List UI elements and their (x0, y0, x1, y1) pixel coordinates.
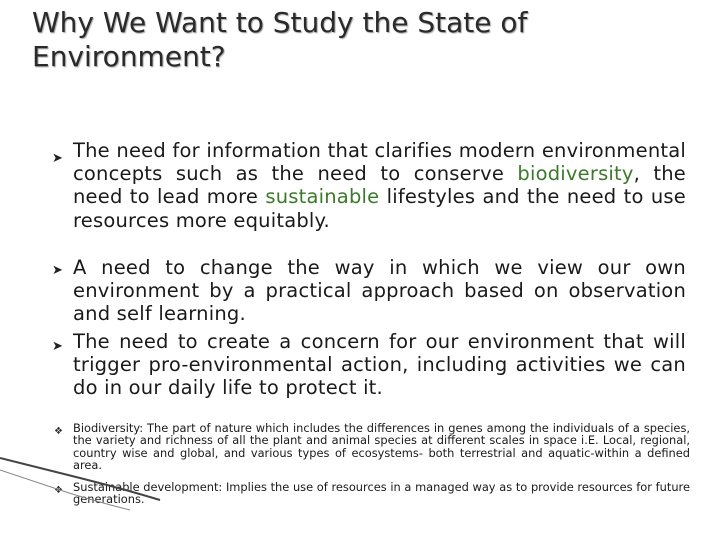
diamond-cluster-bullet-icon: ❖ (54, 426, 63, 437)
arrowhead-bullet-icon: ➤ (52, 151, 63, 166)
slide-title: Why We Want to Study the State of Environment? (32, 6, 528, 73)
bullet-1-text-middle: , the need to lead more (73, 162, 687, 209)
bullet-item-1 (73, 139, 686, 232)
note-biodiversity: Biodiversity: The part of nature which includes the differences in genes among the individuals of a species, the variety and richness of all the plant and animal species at different scales in space i.E. Local, regional, country wise and global, and various types of ecosystems- both terrestrial and aquatic-within a defined area. (73, 421, 690, 472)
bullet-1-highlight-sustainable: sustainable (265, 185, 380, 209)
arrowhead-bullet-icon: ➤ (52, 263, 63, 278)
note-sustainable-development: Sustainable development: Implies the use of resources in a managed way as to provide resources for future generations. (73, 480, 690, 507)
diamond-cluster-bullet-icon: ❖ (54, 485, 63, 496)
bullet-item-3: The need to create a concern for our environment that will trigger pro-environmental action, including activities we can do in our daily life to protect it. (73, 330, 686, 400)
arrowhead-bullet-icon: ➤ (52, 339, 63, 354)
bullet-item-2: A need to change the way in which we view our own environment by a practical approach based on observation and self learning. (73, 256, 686, 326)
bullet-1-text-after: lifestyles and the need to use resources more equitably. (73, 185, 686, 232)
bullet-1-text-before: The need for information that clarifies modern environmental concepts such as the need to conserve (73, 139, 686, 186)
bullet-1-highlight-biodiversity: biodiversity (517, 162, 634, 186)
